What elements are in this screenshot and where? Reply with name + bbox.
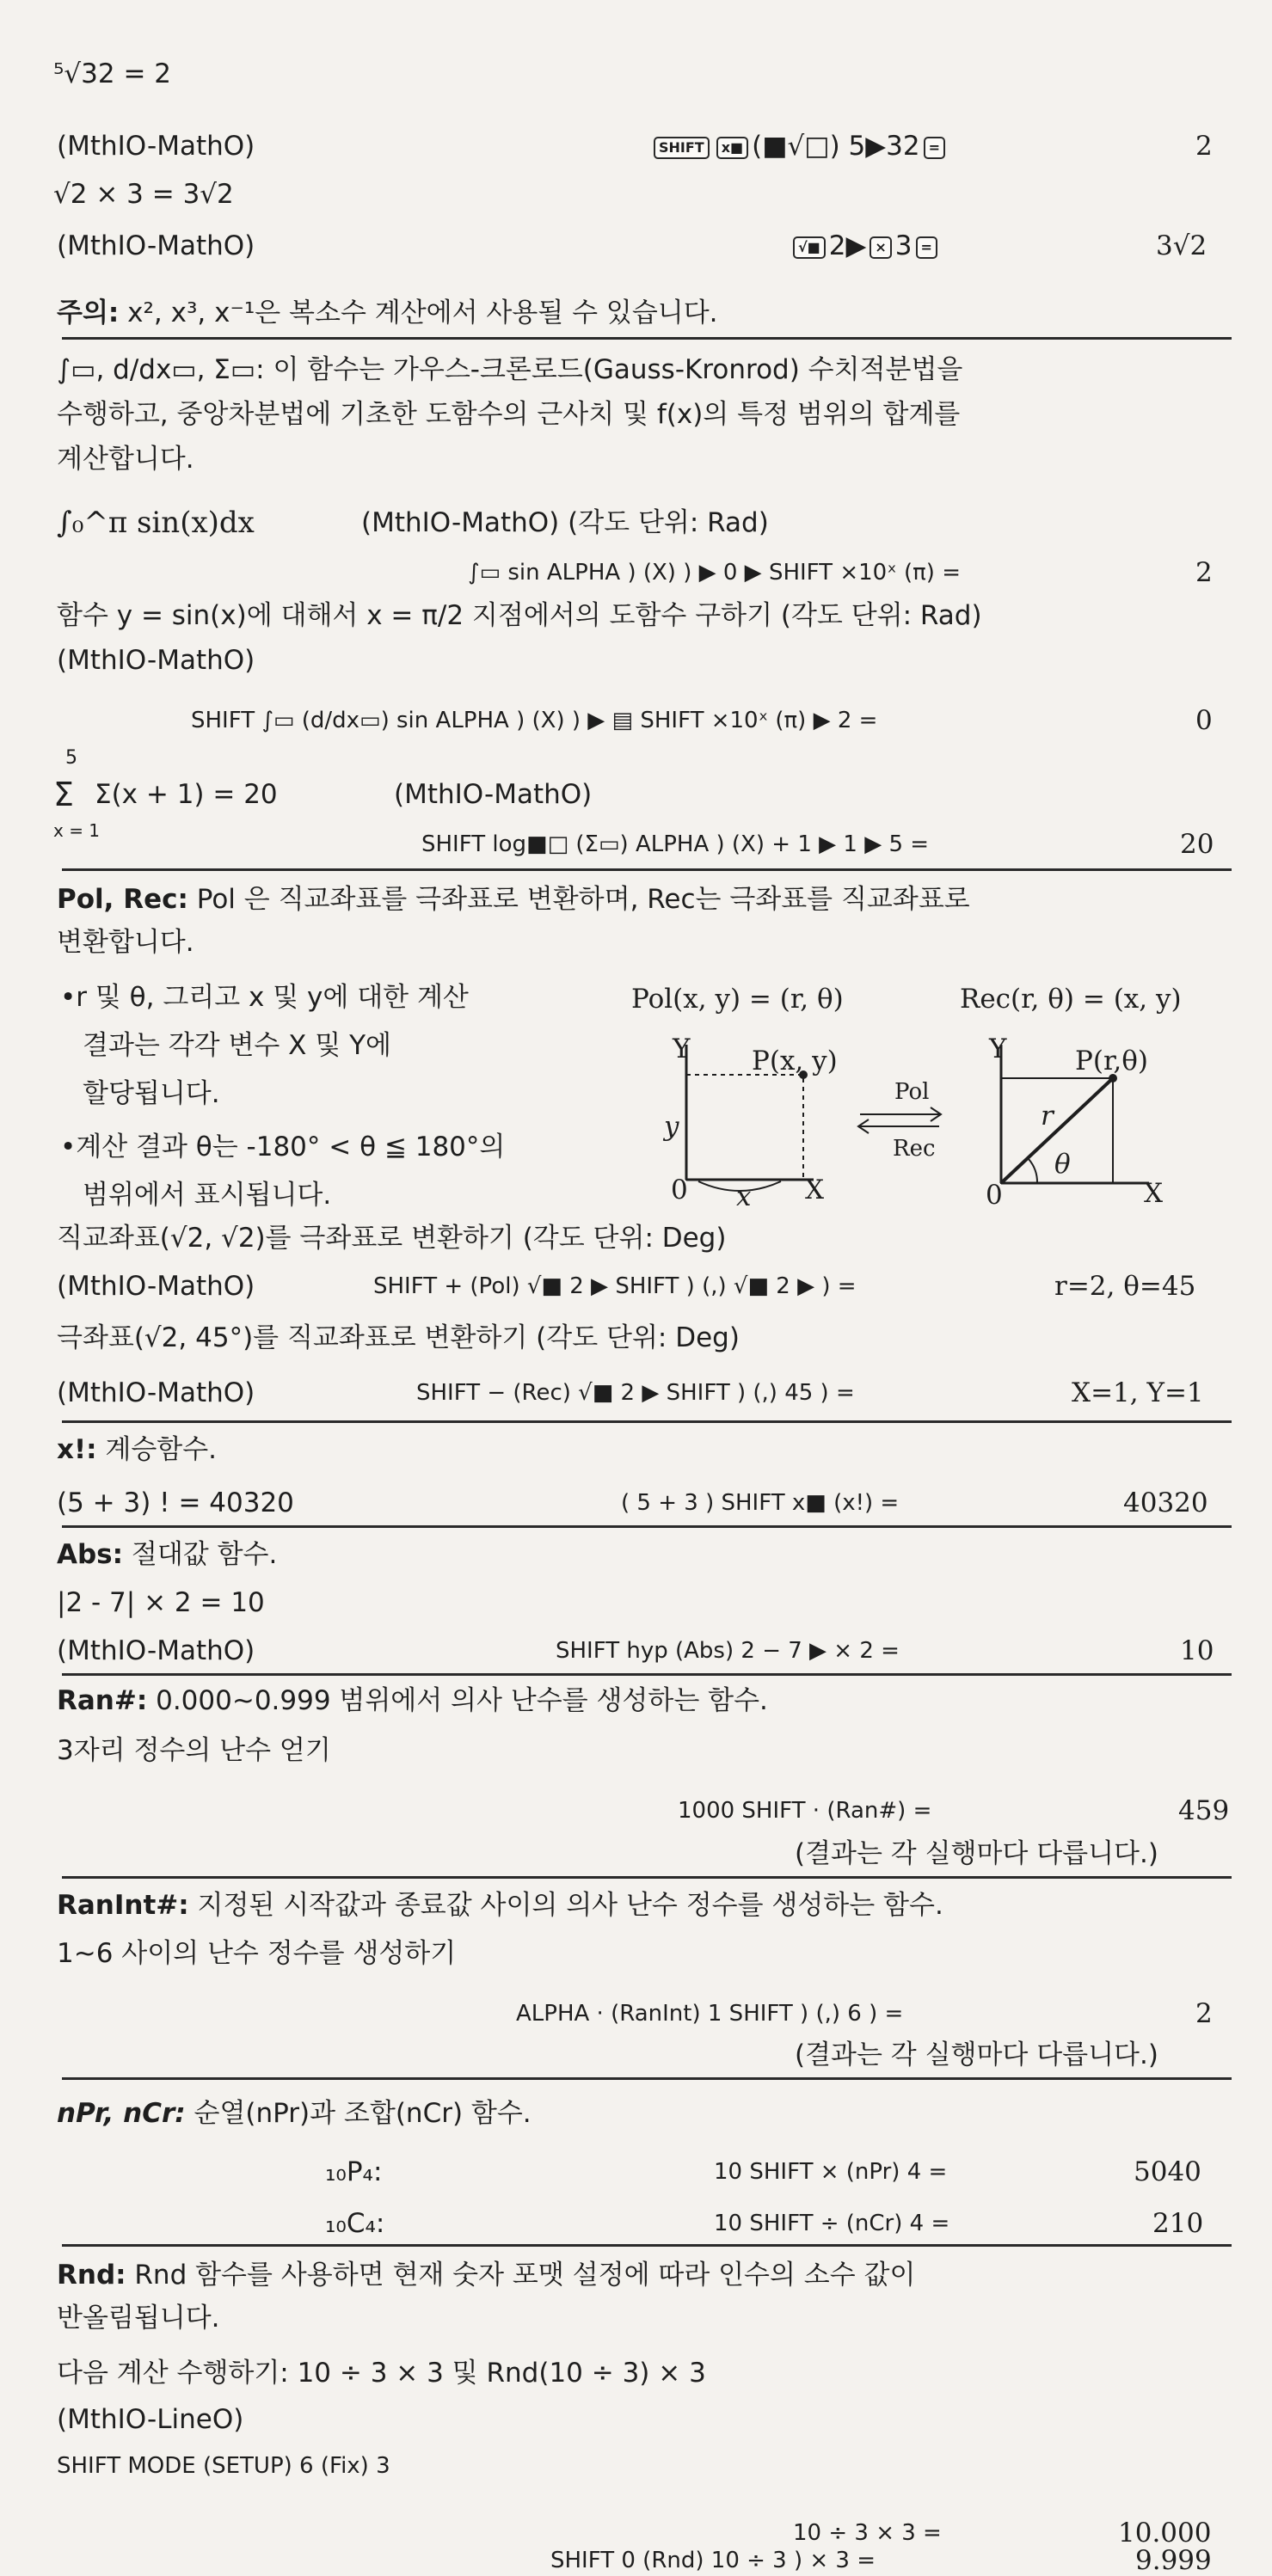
sqrt-key: √■ <box>793 236 826 259</box>
npr-p-result: 5040 <box>1134 2156 1201 2187</box>
ran-note: (결과는 각 실행마다 다릅니다.) <box>795 1838 1158 1869</box>
root-result: 2 <box>1195 131 1213 162</box>
pol-arrow-label: Pol <box>894 1079 930 1105</box>
equals-key: = <box>924 137 945 159</box>
polrec-ex1-result: r=2, θ=45 <box>1054 1271 1196 1302</box>
divider <box>62 1876 1232 1879</box>
integral-result: 2 <box>1195 557 1213 588</box>
rnd-mode: (MthIO-LineO) <box>57 2404 244 2435</box>
key-3: 3 <box>894 230 913 261</box>
sum-lower: x = 1 <box>53 820 101 841</box>
deriv-result: 0 <box>1195 705 1213 736</box>
rec-origin: 0 <box>986 1180 1003 1211</box>
polrec-ex2-mode: (MthIO-MathO) <box>57 1377 255 1408</box>
ran-subtitle: 3자리 정수의 난수 얻기 <box>57 1735 331 1766</box>
rec-theta-label: θ <box>1054 1149 1071 1180</box>
npr-p-keys: 10 SHIFT × (nPr) 4 = <box>714 2159 948 2185</box>
divider <box>62 1525 1232 1528</box>
ranint-result: 2 <box>1195 1998 1213 2029</box>
sum-upper: 5 <box>65 747 77 769</box>
sqrt-formula: √2 × 3 = 3√2 <box>53 179 234 210</box>
factorial-keys: ( 5 + 3 ) SHIFT x■ (x!) = <box>621 1490 900 1516</box>
sqrt-result: 3√2 <box>1156 230 1207 261</box>
multiply-key: × <box>870 236 891 259</box>
pol-x-label: x <box>736 1181 752 1212</box>
root-formula: ⁵√32 = 2 <box>53 58 172 89</box>
key-5: 5 <box>848 131 866 162</box>
abs-keys: SHIFT hyp (Abs) 2 − 7 ▶ × 2 = <box>556 1638 900 1664</box>
key-32: 32 <box>886 131 920 162</box>
rec-axis-x: X <box>1144 1178 1164 1209</box>
right-arrow-icon: ▶ <box>865 131 887 162</box>
polrec-label: Pol, Rec: <box>57 884 188 915</box>
polrec-diagram <box>0 0 1272 1221</box>
rnd-keys1: 10 ÷ 3 × 3 = <box>793 2520 942 2546</box>
integral-line3: 계산합니다. <box>57 444 194 475</box>
polrec-bullet1-l3: 할당됩니다. <box>83 1078 220 1109</box>
ranint-label: RanInt#: <box>57 1890 189 1921</box>
polrec-text: Pol 은 직교좌표를 극좌표로 변환하며, Rec는 극좌표를 직교좌표로 <box>196 884 970 915</box>
divider <box>62 2077 1232 2080</box>
polrec-ex1-title: 직교좌표(√2, √2)를 극좌표로 변환하기 (각도 단위: Deg) <box>57 1223 727 1254</box>
polrec-bullet2-l1: •계산 결과 θ는 -180° < θ ≦ 180°의 <box>60 1132 506 1162</box>
integral-formula: ∫₀^π sin(x)dx <box>57 506 255 540</box>
key-2: 2 <box>828 230 846 261</box>
npr-text: 순열(nPr)과 조합(nCr) 함수. <box>194 2098 532 2129</box>
pol-origin: 0 <box>671 1175 688 1205</box>
deriv-mode: (MthIO-MathO) <box>57 645 255 676</box>
deriv-title: 함수 y = sin(x)에 대해서 x = π/2 지점에서의 도함수 구하기 (각도 단위: Rad) <box>57 600 982 631</box>
npr-c-result: 210 <box>1152 2208 1204 2239</box>
rec-point-label: P(r,θ) <box>1075 1046 1148 1076</box>
ran-text: 0.000~0.999 범위에서 의사 난수를 생성하는 함수. <box>156 1685 768 1716</box>
integral-mode: (MthIO-MathO) (각도 단위: Rad) <box>361 507 769 538</box>
abs-text: 절대값 함수. <box>131 1539 278 1570</box>
ranint-note: (결과는 각 실행마다 다릅니다.) <box>795 2039 1158 2070</box>
pol-axis-x: X <box>805 1175 825 1205</box>
npr-p-label: ₁₀P₄: <box>325 2156 383 2187</box>
ran-header <box>57 1684 768 1718</box>
polrec-bullet1-l1: •r 및 θ, 그리고 x 및 y에 대한 계산 <box>60 982 469 1013</box>
note-text: x², x³, x⁻¹은 복소수 계산에서 사용될 수 있습니다. <box>127 297 718 328</box>
factorial-formula: (5 + 3) ! = 40320 <box>57 1487 294 1518</box>
sum-mode: (MthIO-MathO) <box>394 779 593 810</box>
right-arrow-icon: ▶ <box>845 230 867 261</box>
divider <box>62 1673 1232 1676</box>
pol-axis-y: Y <box>673 1033 691 1064</box>
polrec-bullet1-l2: 결과는 각각 변수 X 및 Y에 <box>83 1030 391 1061</box>
rnd-keys2: SHIFT 0 (Rnd) 10 ÷ 3 ) × 3 = <box>550 2548 876 2573</box>
ranint-subtitle: 1~6 사이의 난수 정수를 생성하기 <box>57 1938 457 1969</box>
sum-result: 20 <box>1180 829 1214 860</box>
npr-header <box>57 2096 532 2131</box>
divider <box>62 1420 1232 1423</box>
polrec-ex2-title: 극좌표(√2, 45°)를 직교좌표로 변환하기 (각도 단위: Deg) <box>57 1322 740 1353</box>
rnd-header <box>57 2258 915 2292</box>
rnd-task: 다음 계산 수행하기: 10 ÷ 3 × 3 및 Rnd(10 ÷ 3) × 3 <box>57 2358 706 2389</box>
factorial-header <box>57 1432 217 1467</box>
note-label: 주의: <box>57 297 120 328</box>
integral-line2: 수행하고, 중앙차분법에 기초한 도함수의 근사치 및 f(x)의 특정 범위의 합계를 <box>57 399 961 430</box>
pol-point-label: P(x, y) <box>752 1046 838 1076</box>
rec-r-label: r <box>1041 1101 1054 1132</box>
ran-label: Ran#: <box>57 1685 148 1716</box>
abs-result: 10 <box>1180 1635 1214 1666</box>
pol-title: Pol(x, y) = (r, θ) <box>631 984 844 1015</box>
polrec-line2: 변환합니다. <box>57 927 194 958</box>
factorial-label: x!: <box>57 1434 97 1465</box>
integral-header: ∫▭, d/dx▭, Σ▭: 이 함수는 가우스-크론로드(Gauss-Kronrod) 수치적분법을 <box>57 354 963 385</box>
integral-keys: ∫▭ sin ALPHA ) (X) ) ▶ 0 ▶ SHIFT ×10ˣ (π) = <box>468 560 961 586</box>
divider <box>62 2244 1232 2247</box>
power-key: x■ <box>716 137 748 159</box>
root-mode: (MthIO-MathO) <box>57 131 255 162</box>
sum-formula: Σ(x + 1) = 20 <box>95 779 278 810</box>
polrec-ex1-mode: (MthIO-MathO) <box>57 1271 255 1302</box>
equals-key: = <box>916 236 937 259</box>
rnd-setup-keys: SHIFT MODE (SETUP) 6 (Fix) 3 <box>57 2453 390 2479</box>
ranint-header <box>57 1888 943 1923</box>
root-key-label: (■√□) <box>752 131 840 162</box>
rnd-line2: 반올림됩니다. <box>57 2303 220 2334</box>
npr-c-label: ₁₀C₄: <box>325 2208 385 2239</box>
deriv-keys: SHIFT ∫▭ (d/dx▭) sin ALPHA ) (X) ) ▶ ▤ SHIFT ×10ˣ (π) ▶ 2 = <box>191 708 878 733</box>
shift-key: SHIFT <box>654 137 710 159</box>
abs-header <box>57 1537 277 1572</box>
pol-y-label: y <box>664 1111 679 1142</box>
polrec-ex2-keys: SHIFT − (Rec) √■ 2 ▶ SHIFT ) (,) 45 ) = <box>416 1380 855 1406</box>
rnd-text: Rnd 함수를 사용하면 현재 숫자 포맷 설정에 따라 인수의 소수 값이 <box>134 2260 916 2291</box>
sum-keys: SHIFT log■□ (Σ▭) ALPHA ) (X) + 1 ▶ 1 ▶ 5 = <box>421 831 930 857</box>
npr-label: nPr, nCr: <box>57 2098 186 2129</box>
sum-symbol: Σ <box>53 776 75 813</box>
ran-keys: 1000 SHIFT · (Ran#) = <box>678 1798 932 1824</box>
ran-result: 459 <box>1178 1795 1230 1826</box>
rec-arrow-label: Rec <box>893 1136 936 1162</box>
ranint-text: 지정된 시작값과 종료값 사이의 의사 난수 정수를 생성하는 함수. <box>197 1890 943 1921</box>
rnd-label: Rnd: <box>57 2260 126 2291</box>
polrec-bullet2-l2: 범위에서 표시됩니다. <box>83 1180 332 1211</box>
ranint-keys: ALPHA · (RanInt) 1 SHIFT ) (,) 6 ) = <box>516 2001 904 2027</box>
sqrt-mode: (MthIO-MathO) <box>57 230 255 261</box>
npr-c-keys: 10 SHIFT ÷ (nCr) 4 = <box>714 2211 950 2236</box>
rec-axis-y: Y <box>989 1033 1007 1064</box>
rec-title: Rec(r, θ) = (x, y) <box>960 984 1182 1015</box>
abs-label: Abs: <box>57 1539 124 1570</box>
abs-mode: (MthIO-MathO) <box>57 1635 255 1666</box>
polrec-ex1-keys: SHIFT + (Pol) √■ 2 ▶ SHIFT ) (,) √■ 2 ▶ ) = <box>373 1273 857 1299</box>
abs-formula: |2 - 7| × 2 = 10 <box>57 1587 265 1618</box>
rnd-result2: 9.999 <box>1135 2545 1212 2576</box>
factorial-text: 계승함수. <box>105 1434 218 1465</box>
factorial-result: 40320 <box>1123 1487 1208 1518</box>
rnd-result1: 10.000 <box>1118 2518 1212 2548</box>
polrec-ex2-result: X=1, Y=1 <box>1072 1377 1204 1408</box>
